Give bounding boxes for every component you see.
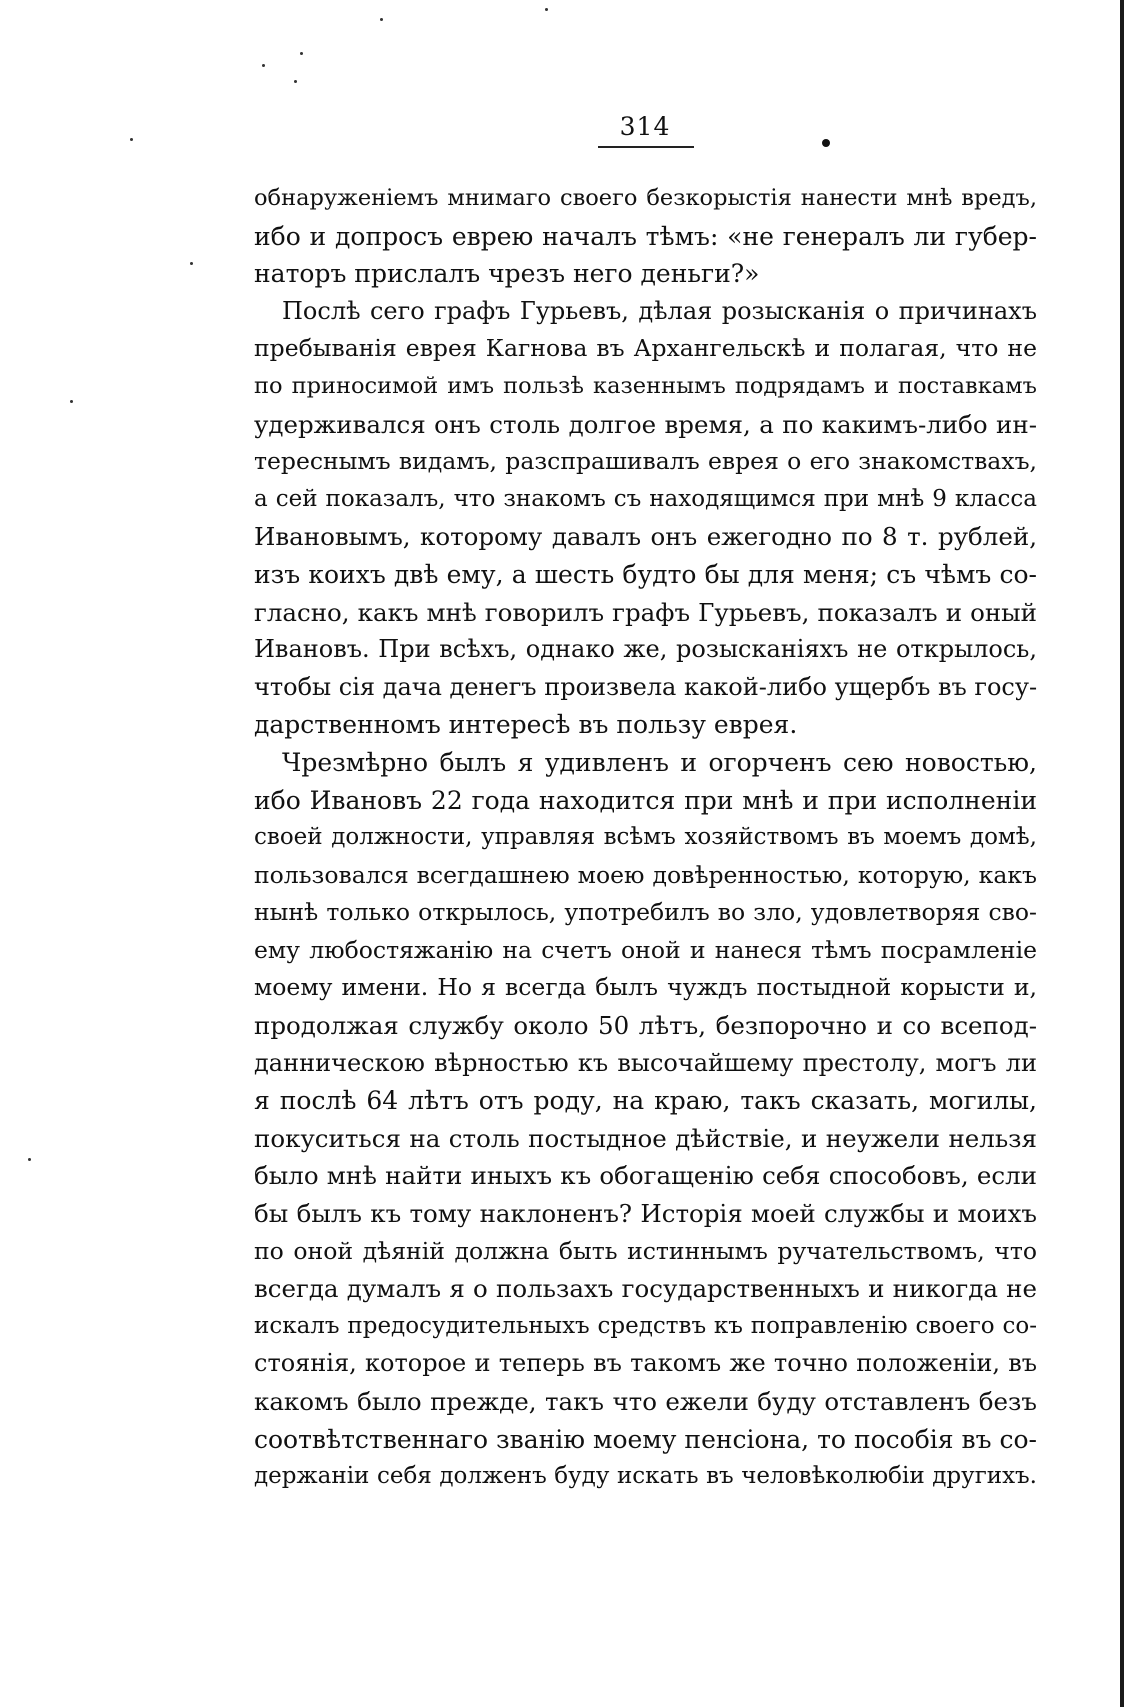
page-number: 314 [619,112,671,141]
page-number-underline [598,146,694,148]
text-line: я послѣ 64 лѣтъ отъ роду, на краю, такъ сказать, могилы, [254,1086,1037,1116]
text-line: Послѣ сего графъ Гурьевъ, дѣлая розысканія о причинахъ [282,296,1037,325]
text-line: Ивановымъ, которому давалъ онъ ежегодно по 8 т. рублей, [254,522,1037,552]
text-line: гласно, какъ мнѣ говорилъ графъ Гурьевъ, показалъ и оный [254,597,1037,627]
scan-speck [28,1158,31,1161]
text-line: нынѣ только открылось, употребилъ во зло, удовлетворяя сво- [254,898,1037,927]
scan-speck [262,64,265,67]
text-line: Ивановъ. При всѣхъ, однако же, розысканіяхъ не открылось, [254,635,1037,664]
text-line: искалъ предосудительныхъ средствъ къ поправленію своего со- [254,1312,1037,1339]
text-line: по приносимой имъ пользѣ казеннымъ подрядамъ и поставкамъ [254,372,1037,399]
text-line: дарственномъ интересѣ въ пользу еврея. [254,710,798,740]
text-line: Чрезмѣрно былъ я удивленъ и огорченъ сею новостью, [282,747,1037,777]
text-line: всегда думалъ я о пользахъ государственныхъ и никогда не [254,1274,1037,1304]
text-line: ибо и допросъ еврею началъ тѣмъ: «не генералъ ли губер- [254,221,1037,251]
body-text [254,180,1037,1496]
scan-speck [294,80,297,83]
text-line: а сей показалъ, что знакомъ съ находящимся при мнѣ 9 класса [254,485,1037,512]
scan-speck [130,138,133,141]
text-line: продолжая службу около 50 лѣтъ, безпорочно и со всепод- [254,1011,1037,1041]
text-line: пребыванія еврея Кагнова въ Архангельскѣ и полагая, что не [254,334,1037,363]
scan-speck [190,262,193,265]
text-line: обнаруженіемъ мнимаго своего безкорыстія нанести мнѣ вредъ, [254,185,1037,211]
page-edge-rule [1120,0,1124,1707]
scan-speck [545,8,548,11]
text-line: чтобы сія дача денегъ произвела какой-либо ущербъ въ госу- [254,672,1037,701]
text-line: держаніи себя долженъ буду искать въ человѣколюбіи другихъ. [254,1463,1037,1490]
text-line: бы былъ къ тому наклоненъ? Исторія моей службы и моихъ [254,1199,1037,1229]
scan-speck [70,400,73,403]
text-line: стоянія, которое и теперь въ такомъ же точно положеніи, въ [254,1349,1037,1378]
text-line: ему любостяжанію на счетъ оной и нанеся тѣмъ посрамленіе [254,935,1037,964]
text-line: своей должности, управляя всѣмъ хозяйствомъ въ моемъ домѣ, [254,824,1037,851]
text-line: тереснымъ видамъ, разспрашивалъ еврея о его знакомствахъ, [254,447,1037,476]
scan-speck [380,18,383,21]
text-line: ибо Ивановъ 22 года находится при мнѣ и при исполненіи [254,785,1037,815]
text-line: данническою вѣрностью къ высочайшему престолу, могъ ли [254,1048,1037,1077]
text-line: изъ коихъ двѣ ему, а шесть будто бы для меня; съ чѣмъ со- [254,559,1037,589]
ink-dot [822,139,830,147]
text-line: моему имени. Но я всегда былъ чуждъ постыдной корысти и, [254,973,1037,1002]
text-line: какомъ было прежде, такъ что ежели буду отставленъ безъ [254,1387,1037,1416]
text-line: было мнѣ найти иныхъ къ обогащенію себя способовъ, если [254,1161,1037,1191]
text-line: по оной дѣяній должна быть истиннымъ ручательствомъ, что [254,1236,1037,1265]
text-line: пользовался всегдашнею моею довѣренностью, которую, какъ [254,860,1037,889]
text-line: удерживался онъ столь долгое время, а по какимъ-либо ин- [254,409,1037,439]
scan-speck [300,52,303,55]
text-line: соотвѣтственнаго званію моему пенсіона, то пособія въ со- [254,1424,1037,1454]
text-line: наторъ прислалъ чрезъ него деньги?» [254,259,760,289]
text-line: покуситься на столь постыдное дѣйствіе, и неужели нельзя [254,1123,1037,1153]
